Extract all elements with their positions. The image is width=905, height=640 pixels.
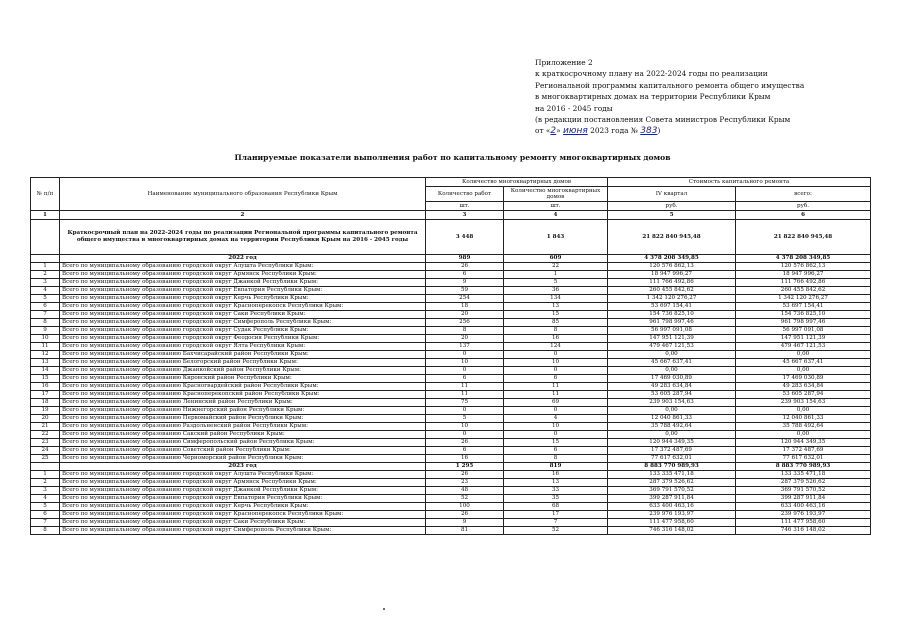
row-works: 6 — [426, 271, 504, 279]
row-total: 0,00 — [736, 351, 871, 359]
table-row — [31, 511, 871, 519]
row-total: 120 576 862,13 — [736, 263, 871, 271]
row-q4: 17 469 030,89 — [608, 375, 736, 383]
row-houses: 8 — [504, 327, 608, 335]
table-row — [31, 295, 871, 303]
row-works: 11 — [426, 383, 504, 391]
row-municipality: Всего по муниципальному образованию городской округ Армянск Республики Крым: — [60, 479, 426, 487]
row-municipality: Всего по муниципальному образованию городской округ Феодосия Республики Крым: — [60, 335, 426, 343]
row-total: 120 944 349,35 — [736, 439, 871, 447]
row-works: 26 — [426, 439, 504, 447]
row-total: 0,00 — [736, 367, 871, 375]
row-works: 6 — [426, 447, 504, 455]
row-total: 0,00 — [736, 431, 871, 439]
row-num: 1 — [31, 471, 60, 479]
row-num: 14 — [31, 367, 60, 375]
table-row — [31, 303, 871, 311]
scan-speck — [383, 608, 385, 610]
row-q4: 0,00 — [608, 431, 736, 439]
row-houses: 1 — [504, 271, 608, 279]
year-works: 1 295 — [426, 463, 504, 471]
row-num: 8 — [31, 319, 60, 327]
unit-houses: шт. — [504, 202, 608, 211]
row-total: 111 477 958,60 — [736, 519, 871, 527]
header-num: № п/п — [31, 178, 60, 211]
row-houses: 4 — [504, 415, 608, 423]
column-number: 1 — [31, 211, 60, 220]
date-mid: » — [556, 126, 564, 136]
row-q4: 369 791 570,52 — [608, 487, 736, 495]
row-houses: 10 — [504, 359, 608, 367]
table-row — [31, 319, 871, 327]
row-houses: 7 — [504, 519, 608, 527]
row-works: 5 — [426, 415, 504, 423]
row-total: 35 788 492,64 — [736, 423, 871, 431]
row-houses: 13 — [504, 479, 608, 487]
table-row — [31, 439, 871, 447]
row-q4: 147 951 121,39 — [608, 335, 736, 343]
row-total: 56 997 091,08 — [736, 327, 871, 335]
appendix-line: в многоквартирных домах на территории Республики Крым — [535, 92, 771, 102]
row-works: 6 — [426, 375, 504, 383]
appendix-line: Приложение 2 — [535, 58, 593, 67]
row-num: 2 — [31, 271, 60, 279]
row-q4: 17 372 487,69 — [608, 447, 736, 455]
row-num: 5 — [31, 503, 60, 511]
row-houses: 13 — [504, 303, 608, 311]
row-municipality: Всего по муниципальному образованию Советский район Республики Крым: — [60, 447, 426, 455]
row-houses: 36 — [504, 287, 608, 295]
row-total: 53 697 154,41 — [736, 303, 871, 311]
row-houses: 16 — [504, 335, 608, 343]
row-total: 18 947 996,27 — [736, 271, 871, 279]
table-row — [31, 407, 871, 415]
table-row — [31, 399, 871, 407]
row-num: 20 — [31, 415, 60, 423]
row-houses: 0 — [504, 407, 608, 415]
column-number: 5 — [608, 211, 736, 220]
table-row — [31, 487, 871, 495]
row-works: 48 — [426, 487, 504, 495]
row-num: 6 — [31, 303, 60, 311]
row-municipality: Всего по муниципальному образованию городской округ Красноперекопск Республики Крым: — [60, 303, 426, 311]
row-municipality: Всего по муниципальному образованию городской округ Алушта Республики Крым: — [60, 471, 426, 479]
row-q4: 56 997 091,08 — [608, 327, 736, 335]
row-num: 7 — [31, 311, 60, 319]
row-municipality: Всего по муниципальному образованию Красноперекопский район Республики Крым: — [60, 391, 426, 399]
row-houses: 69 — [504, 399, 608, 407]
row-houses: 15 — [504, 311, 608, 319]
table-row — [31, 383, 871, 391]
row-q4: 18 947 996,27 — [608, 271, 736, 279]
row-works: 23 — [426, 479, 504, 487]
table-row — [31, 343, 871, 351]
row-num: 9 — [31, 327, 60, 335]
row-houses: 33 — [504, 487, 608, 495]
row-houses: 35 — [504, 495, 608, 503]
year-houses: 819 — [504, 463, 608, 471]
table-row — [31, 279, 871, 287]
row-works: 0 — [426, 351, 504, 359]
row-houses: 6 — [504, 447, 608, 455]
row-municipality: Всего по муниципальному образованию Нижнегорский район Республики Крым: — [60, 407, 426, 415]
row-houses: 85 — [504, 319, 608, 327]
row-works: 0 — [426, 407, 504, 415]
row-q4: 49 283 634,84 — [608, 383, 736, 391]
row-municipality: Всего по муниципальному образованию Симферопольский район Республики Крым: — [60, 439, 426, 447]
row-municipality: Всего по муниципальному образованию городской округ Симферополь Республики Крым: — [60, 319, 426, 327]
resolution-date-line — [535, 125, 855, 137]
header-houses: Количество многоквартирных домов — [504, 187, 608, 202]
row-works: 26 — [426, 471, 504, 479]
appendix-line: (в редакции постановления Совета министров Республики Крым — [535, 115, 791, 125]
row-q4: 12 040 861,33 — [608, 415, 736, 423]
row-num: 19 — [31, 407, 60, 415]
row-works: 100 — [426, 503, 504, 511]
row-num: 22 — [31, 431, 60, 439]
column-number: 6 — [736, 211, 871, 220]
row-houses: 8 — [504, 455, 608, 463]
row-works: 20 — [426, 311, 504, 319]
row-num: 8 — [31, 527, 60, 535]
row-works: 254 — [426, 295, 504, 303]
row-total: 479 467 121,53 — [736, 343, 871, 351]
row-total: 287 379 526,62 — [736, 479, 871, 487]
year-q4: 4 378 208 349,85 — [608, 255, 736, 263]
row-total: 12 040 861,33 — [736, 415, 871, 423]
date-year: 2023 года № — [587, 126, 638, 136]
row-municipality: Всего по муниципальному образованию Сакский район Республики Крым: — [60, 431, 426, 439]
row-municipality: Всего по муниципальному образованию Джанкойский район Республики Крым: — [60, 367, 426, 375]
row-total: 633 400 463,16 — [736, 503, 871, 511]
header-group-cost: Стоимость капитального ремонта — [608, 178, 871, 187]
row-num: 18 — [31, 399, 60, 407]
year-houses: 609 — [504, 255, 608, 263]
row-q4: 53 605 287,94 — [608, 391, 736, 399]
row-houses: 0 — [504, 431, 608, 439]
summary-q4: 21 822 840 945,48 — [608, 220, 736, 255]
year-num — [31, 463, 60, 471]
row-num: 13 — [31, 359, 60, 367]
summary-num — [31, 220, 60, 255]
row-q4: 120 944 349,35 — [608, 439, 736, 447]
row-houses: 134 — [504, 295, 608, 303]
row-works: 18 — [426, 303, 504, 311]
date-suffix: ) — [657, 126, 661, 136]
row-municipality: Всего по муниципальному образованию городской округ Джанкой Республики Крым: — [60, 279, 426, 287]
row-works: 20 — [426, 335, 504, 343]
row-num: 2 — [31, 479, 60, 487]
table-row — [31, 503, 871, 511]
row-total: 53 605 287,94 — [736, 391, 871, 399]
table-row — [31, 327, 871, 335]
handwritten-month: июня — [563, 126, 588, 137]
handwritten-number: 383 — [640, 126, 658, 137]
row-num: 12 — [31, 351, 60, 359]
row-q4: 399 287 911,84 — [608, 495, 736, 503]
row-num: 21 — [31, 423, 60, 431]
table-row — [31, 415, 871, 423]
column-number: 2 — [60, 211, 426, 220]
table-row — [31, 367, 871, 375]
table-row — [31, 351, 871, 359]
row-houses: 52 — [504, 527, 608, 535]
header-works: Количество работ — [426, 187, 504, 202]
year-2023-row — [31, 463, 871, 471]
table-row — [31, 263, 871, 271]
row-q4: 239 903 154,63 — [608, 399, 736, 407]
appendix-block — [535, 57, 855, 138]
row-q4: 1 342 120 276,27 — [608, 295, 736, 303]
row-houses: 0 — [504, 367, 608, 375]
row-total: 111 766 492,86 — [736, 279, 871, 287]
row-works: 256 — [426, 319, 504, 327]
summary-total: 21 822 840 945,48 — [736, 220, 871, 255]
row-houses: 10 — [504, 423, 608, 431]
header-group-count: Количество многоквартирных домов — [426, 178, 608, 187]
row-municipality: Всего по муниципальному образованию Белогорский район Республики Крым: — [60, 359, 426, 367]
row-works: 16 — [426, 455, 504, 463]
unit-q4: руб. — [608, 202, 736, 211]
row-q4: 154 736 825,10 — [608, 311, 736, 319]
header-name: Наименование муниципального образования Республики Крым — [60, 178, 426, 211]
row-houses: 5 — [504, 279, 608, 287]
row-num: 4 — [31, 287, 60, 295]
year-label: 2023 год — [60, 463, 426, 471]
table-row — [31, 335, 871, 343]
row-q4: 0,00 — [608, 407, 736, 415]
row-q4: 77 617 632,01 — [608, 455, 736, 463]
row-total: 369 791 570,52 — [736, 487, 871, 495]
row-q4: 0,00 — [608, 367, 736, 375]
row-q4: 633 400 463,16 — [608, 503, 736, 511]
header-q4: IV квартал — [608, 187, 736, 202]
column-number: 4 — [504, 211, 608, 220]
table-row — [31, 527, 871, 535]
row-municipality: Всего по муниципальному образованию городской округ Саки Республики Крым: — [60, 519, 426, 527]
table-row — [31, 423, 871, 431]
row-works: 0 — [426, 431, 504, 439]
appendix-line: к краткосрочному плану на 2022-2024 годы по реализации — [535, 69, 768, 79]
summary-row — [31, 220, 871, 255]
row-works: 11 — [426, 391, 504, 399]
indicators-table — [30, 177, 871, 535]
year-label: 2022 год — [60, 255, 426, 263]
row-works: 59 — [426, 287, 504, 295]
row-q4: 746 316 148,02 — [608, 527, 736, 535]
row-q4: 45 667 637,41 — [608, 359, 736, 367]
row-total: 154 736 825,10 — [736, 311, 871, 319]
document-title: Планируемые показатели выполнения работ по капитальному ремонту многоквартирных домов — [234, 153, 671, 162]
row-q4: 0,00 — [608, 351, 736, 359]
table-row — [31, 495, 871, 503]
row-total: 147 951 121,39 — [736, 335, 871, 343]
date-prefix: от « — [535, 126, 551, 136]
handwritten-day: 2 — [550, 126, 557, 137]
row-municipality: Всего по муниципальному образованию городской округ Керчь Республики Крым: — [60, 295, 426, 303]
row-num: 3 — [31, 279, 60, 287]
row-houses: 22 — [504, 263, 608, 271]
table-row — [31, 431, 871, 439]
row-q4: 53 697 154,41 — [608, 303, 736, 311]
row-num: 23 — [31, 439, 60, 447]
column-number: 3 — [426, 211, 504, 220]
row-houses: 17 — [504, 511, 608, 519]
row-num: 10 — [31, 335, 60, 343]
table-row — [31, 359, 871, 367]
year-works: 989 — [426, 255, 504, 263]
row-q4: 287 379 526,62 — [608, 479, 736, 487]
row-num: 5 — [31, 295, 60, 303]
row-num: 3 — [31, 487, 60, 495]
row-works: 137 — [426, 343, 504, 351]
row-total: 45 667 637,41 — [736, 359, 871, 367]
row-num: 24 — [31, 447, 60, 455]
summary-houses: 1 843 — [504, 220, 608, 255]
row-municipality: Всего по муниципальному образованию Раздольненский район Республики Крым: — [60, 423, 426, 431]
row-municipality: Всего по муниципальному образованию городской округ Алушта Республики Крым: — [60, 263, 426, 271]
row-total: 399 287 911,84 — [736, 495, 871, 503]
row-houses: 0 — [504, 351, 608, 359]
row-municipality: Всего по муниципальному образованию городской округ Симферополь Республики Крым: — [60, 527, 426, 535]
row-works: 26 — [426, 511, 504, 519]
row-num: 1 — [31, 263, 60, 271]
row-q4: 35 788 492,64 — [608, 423, 736, 431]
row-municipality: Всего по муниципальному образованию Первомайский район Республики Крым: — [60, 415, 426, 423]
year-num — [31, 255, 60, 263]
table-row — [31, 479, 871, 487]
row-municipality: Всего по муниципальному образованию Кировский район Республики Крым: — [60, 375, 426, 383]
row-total: 49 283 634,84 — [736, 383, 871, 391]
row-total: 77 617 632,01 — [736, 455, 871, 463]
row-houses: 16 — [504, 471, 608, 479]
row-total: 1 342 120 276,27 — [736, 295, 871, 303]
row-total: 17 469 030,89 — [736, 375, 871, 383]
year-q4: 8 883 770 989,93 — [608, 463, 736, 471]
row-municipality: Всего по муниципальному образованию городской округ Евпатория Республики Крым: — [60, 287, 426, 295]
row-works: 9 — [426, 279, 504, 287]
table-row — [31, 271, 871, 279]
row-q4: 133 335 471,18 — [608, 471, 736, 479]
row-municipality: Всего по муниципальному образованию городской округ Джанкой Республики Крым: — [60, 487, 426, 495]
row-total: 239 903 154,63 — [736, 399, 871, 407]
row-total: 746 316 148,02 — [736, 527, 871, 535]
table-row — [31, 391, 871, 399]
year-total: 8 883 770 989,93 — [736, 463, 871, 471]
table-row — [31, 447, 871, 455]
row-municipality: Всего по муниципальному образованию городской округ Керчь Республики Крым: — [60, 503, 426, 511]
row-works: 10 — [426, 423, 504, 431]
row-municipality: Всего по муниципальному образованию Красногвардейский район Республики Крым: — [60, 383, 426, 391]
unit-total: руб. — [736, 202, 871, 211]
row-municipality: Всего по муниципальному образованию городской округ Евпатория Республики Крым: — [60, 495, 426, 503]
row-q4: 479 467 121,53 — [608, 343, 736, 351]
row-municipality: Всего по муниципальному образованию городской округ Саки Республики Крым: — [60, 311, 426, 319]
row-num: 15 — [31, 375, 60, 383]
row-works: 8 — [426, 327, 504, 335]
row-total: 133 335 471,18 — [736, 471, 871, 479]
row-num: 4 — [31, 495, 60, 503]
row-municipality: Всего по муниципальному образованию городской округ Красноперекопск Республики Крым: — [60, 511, 426, 519]
table-row — [31, 287, 871, 295]
row-houses: 11 — [504, 383, 608, 391]
unit-works: шт. — [426, 202, 504, 211]
summary-name: Краткосрочный план на 2022-2024 годы по реализации Региональной программы капитального ремонта общего имущества в многоквартирных домах на территории Республики Крым на 2016 - 2045 годы — [60, 220, 426, 255]
row-works: 9 — [426, 519, 504, 527]
row-num: 17 — [31, 391, 60, 399]
table-row — [31, 455, 871, 463]
row-q4: 111 477 958,60 — [608, 519, 736, 527]
row-works: 0 — [426, 367, 504, 375]
row-num: 11 — [31, 343, 60, 351]
row-num: 25 — [31, 455, 60, 463]
row-municipality: Всего по муниципальному образованию Ленинский район Республики Крым: — [60, 399, 426, 407]
row-houses: 68 — [504, 503, 608, 511]
row-houses: 6 — [504, 375, 608, 383]
row-total: 260 455 842,62 — [736, 287, 871, 295]
row-works: 81 — [426, 527, 504, 535]
row-houses: 11 — [504, 391, 608, 399]
row-municipality: Всего по муниципальному образованию Бахчисарайский район Республики Крым: — [60, 351, 426, 359]
row-works: 26 — [426, 263, 504, 271]
row-works: 10 — [426, 359, 504, 367]
table-row — [31, 519, 871, 527]
row-municipality: Всего по муниципальному образованию городской округ Армянск Республики Крым: — [60, 271, 426, 279]
appendix-line: Региональной программы капитального ремонта общего имущества — [535, 80, 805, 90]
row-q4: 111 766 492,86 — [608, 279, 736, 287]
row-municipality: Всего по муниципальному образованию городской округ Ялта Республики Крым: — [60, 343, 426, 351]
row-total: 961 798 997,46 — [736, 319, 871, 327]
row-num: 6 — [31, 511, 60, 519]
summary-works: 3 448 — [426, 220, 504, 255]
row-q4: 260 455 842,62 — [608, 287, 736, 295]
row-municipality: Всего по муниципальному образованию городской округ Судак Республики Крым: — [60, 327, 426, 335]
row-total: 239 976 193,97 — [736, 511, 871, 519]
header-total: всего: — [736, 187, 871, 202]
row-houses: 15 — [504, 439, 608, 447]
year-2022-row — [31, 255, 871, 263]
row-q4: 120 576 862,13 — [608, 263, 736, 271]
row-num: 16 — [31, 383, 60, 391]
table-row — [31, 471, 871, 479]
year-total: 4 378 208 349,85 — [736, 255, 871, 263]
table-row — [31, 375, 871, 383]
row-municipality: Всего по муниципальному образованию Черноморский район Республики Крым: — [60, 455, 426, 463]
row-total: 17 372 487,69 — [736, 447, 871, 455]
row-works: 75 — [426, 399, 504, 407]
row-q4: 239 976 193,97 — [608, 511, 736, 519]
row-total: 0,00 — [736, 407, 871, 415]
row-q4: 961 798 997,46 — [608, 319, 736, 327]
row-works: 52 — [426, 495, 504, 503]
appendix-line: на 2016 - 2045 годы — [535, 103, 613, 113]
row-houses: 124 — [504, 343, 608, 351]
row-num: 7 — [31, 519, 60, 527]
table-row — [31, 311, 871, 319]
